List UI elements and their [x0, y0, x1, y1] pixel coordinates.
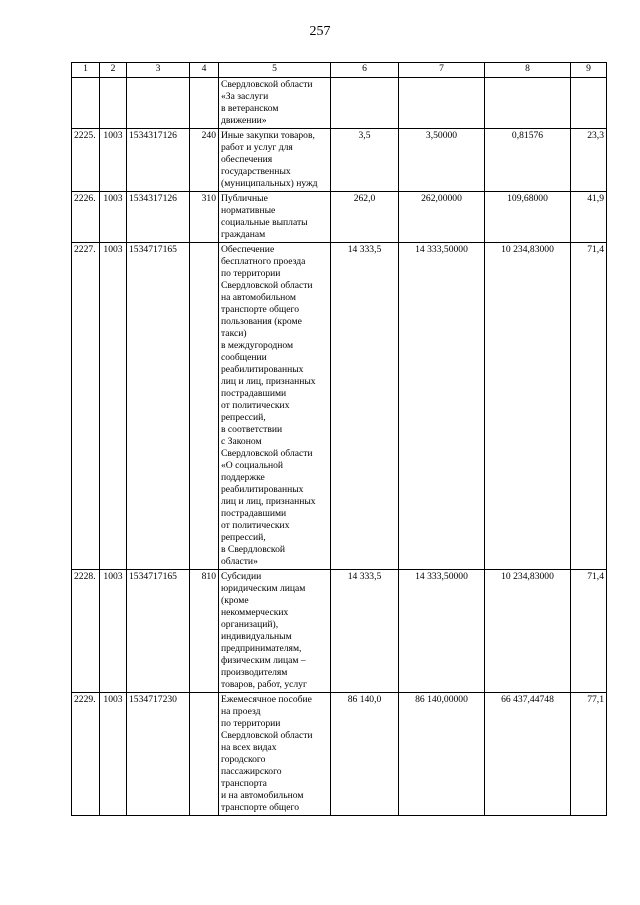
value-cell: 262,00000 [399, 192, 485, 243]
row-number-cell: 2226. [72, 192, 100, 243]
row-number-cell: 2225. [72, 129, 100, 192]
percent-cell: 77,1 [571, 693, 607, 816]
row-number-cell: 2229. [72, 693, 100, 816]
section-code-cell: 1003 [100, 570, 127, 693]
value-cell: 66 437,44748 [485, 693, 571, 816]
page-number: 257 [309, 24, 331, 39]
expense-type-cell: 310 [190, 192, 219, 243]
name-cell: Публичные нормативные социальные выплаты гражданам [219, 192, 331, 243]
value-cell: 0,81576 [485, 129, 571, 192]
expense-type-cell [190, 243, 219, 570]
value-cell [399, 78, 485, 129]
name-cell: Субсидии юридическим лицам (кроме некоммерческих организаций), индивидуальным предпринимателям, физическим лицам – производителям товаров, работ, услуг [219, 570, 331, 693]
name-cell: Ежемесячное пособие на проезд по территории Свердловской области на всех видах городского пассажирского транспорта и на автомобильном транспорте общего [219, 693, 331, 816]
name-cell: Иные закупки товаров, работ и услуг для обеспечения государственных (муниципальных) нужд [219, 129, 331, 192]
expense-type-cell: 240 [190, 129, 219, 192]
header-row [72, 63, 607, 78]
value-cell: 10 234,83000 [485, 570, 571, 693]
percent-cell [571, 78, 607, 129]
column-header: 1 [72, 63, 100, 78]
column-header: 3 [127, 63, 190, 78]
expense-type-cell [190, 78, 219, 129]
name-cell: Обеспечение бесплатного проезда по территории Свердловской области на автомобильном транспорте общего пользования (кроме такси) в междугородном сообщении реабилитированных лиц и лиц, признанных пострадавшими от политических репрессий, в соответствии с Законом Свердловской области «О социальной поддержке реабилитированных лиц и лиц, признанных пострадавшими от политических репрессий, в Свердловской области» [219, 243, 331, 570]
percent-cell: 23,3 [571, 129, 607, 192]
expense-type-cell [190, 693, 219, 816]
percent-cell: 71,4 [571, 570, 607, 693]
target-code-cell: 1534717230 [127, 693, 190, 816]
value-cell: 14 333,50000 [399, 570, 485, 693]
value-cell: 14 333,5 [331, 243, 399, 570]
section-code-cell: 1003 [100, 243, 127, 570]
column-header: 5 [219, 63, 331, 78]
section-code-cell: 1003 [100, 192, 127, 243]
row-number-cell [72, 78, 100, 129]
table-row [72, 570, 607, 693]
value-cell: 86 140,0 [331, 693, 399, 816]
target-code-cell: 1534717165 [127, 243, 190, 570]
value-cell [331, 78, 399, 129]
table-row [72, 78, 607, 129]
expense-type-cell: 810 [190, 570, 219, 693]
value-cell: 3,50000 [399, 129, 485, 192]
value-cell: 14 333,50000 [399, 243, 485, 570]
value-cell: 109,68000 [485, 192, 571, 243]
table-row [72, 129, 607, 192]
budget-table [71, 62, 607, 816]
column-header: 7 [399, 63, 485, 78]
value-cell: 3,5 [331, 129, 399, 192]
value-cell [485, 78, 571, 129]
column-header: 9 [571, 63, 607, 78]
name-cell: Свердловской области «За заслуги в ветеранском движении» [219, 78, 331, 129]
section-code-cell [100, 78, 127, 129]
value-cell: 10 234,83000 [485, 243, 571, 570]
row-number-cell: 2228. [72, 570, 100, 693]
value-cell: 262,0 [331, 192, 399, 243]
percent-cell: 71,4 [571, 243, 607, 570]
percent-cell: 41,9 [571, 192, 607, 243]
section-code-cell: 1003 [100, 693, 127, 816]
table-row [72, 192, 607, 243]
column-header: 6 [331, 63, 399, 78]
column-header: 4 [190, 63, 219, 78]
target-code-cell: 1534717165 [127, 570, 190, 693]
target-code-cell: 1534317126 [127, 192, 190, 243]
value-cell: 86 140,00000 [399, 693, 485, 816]
row-number-cell: 2227. [72, 243, 100, 570]
column-header: 8 [485, 63, 571, 78]
table-row [72, 693, 607, 816]
value-cell: 14 333,5 [331, 570, 399, 693]
target-code-cell [127, 78, 190, 129]
target-code-cell: 1534317126 [127, 129, 190, 192]
column-header: 2 [100, 63, 127, 78]
section-code-cell: 1003 [100, 129, 127, 192]
table-row [72, 243, 607, 570]
